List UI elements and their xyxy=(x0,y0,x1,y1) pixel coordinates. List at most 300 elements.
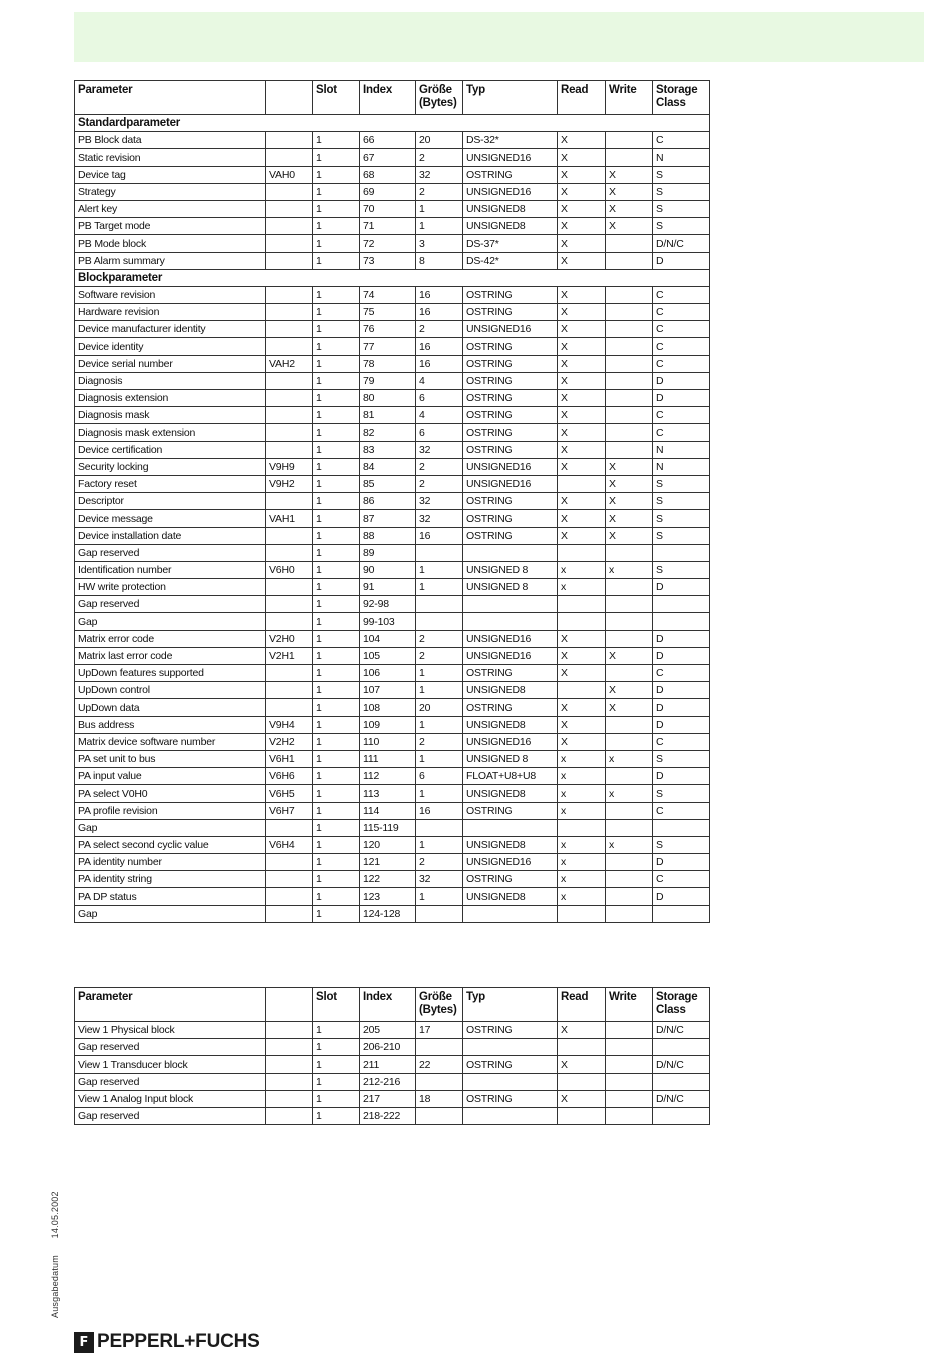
cell-size: 16 xyxy=(416,286,463,303)
cell-size xyxy=(416,1107,463,1124)
cell-parameter: Diagnosis extension xyxy=(75,390,266,407)
cell-type: UNSIGNED16 xyxy=(463,647,558,664)
cell-type: OSTRING xyxy=(463,407,558,424)
cell-storage: D xyxy=(653,630,710,647)
cell-index: 74 xyxy=(360,286,416,303)
cell-write xyxy=(606,544,653,561)
cell-slot: 1 xyxy=(313,596,360,613)
cell-type: UNSIGNED16 xyxy=(463,630,558,647)
cell-index: 88 xyxy=(360,527,416,544)
cell-read: X xyxy=(558,218,606,235)
cell-parameter: View 1 Transducer block xyxy=(75,1056,266,1073)
table-row xyxy=(75,407,710,424)
cell-size: 1 xyxy=(416,561,463,578)
cell-read: X xyxy=(558,372,606,389)
table-row xyxy=(75,235,710,252)
cell-storage: S xyxy=(653,561,710,578)
cell-parameter: PA input value xyxy=(75,768,266,785)
cell-write xyxy=(606,304,653,321)
header-storage: Storage Class xyxy=(653,81,710,115)
cell-storage: S xyxy=(653,527,710,544)
cell-size: 32 xyxy=(416,441,463,458)
cell-code: VAH0 xyxy=(266,166,313,183)
cell-write xyxy=(606,321,653,338)
cell-parameter: PA set unit to bus xyxy=(75,750,266,767)
header-index: Index xyxy=(360,988,416,1022)
cell-storage: C xyxy=(653,338,710,355)
cell-storage xyxy=(653,544,710,561)
cell-index: 121 xyxy=(360,854,416,871)
table-row xyxy=(75,252,710,269)
cell-storage: S xyxy=(653,836,710,853)
cell-parameter: Gap xyxy=(75,613,266,630)
cell-storage xyxy=(653,596,710,613)
cell-code xyxy=(266,441,313,458)
cell-code xyxy=(266,579,313,596)
cell-parameter: Security locking xyxy=(75,458,266,475)
cell-read: X xyxy=(558,304,606,321)
cell-slot: 1 xyxy=(313,802,360,819)
cell-type xyxy=(463,1073,558,1090)
cell-size: 16 xyxy=(416,802,463,819)
cell-parameter: Gap reserved xyxy=(75,1107,266,1124)
cell-write xyxy=(606,613,653,630)
table-row xyxy=(75,854,710,871)
cell-storage: D xyxy=(653,579,710,596)
issue-date-value: 14.05.2002 xyxy=(50,1191,60,1239)
cell-slot: 1 xyxy=(313,1022,360,1039)
cell-read: X xyxy=(558,665,606,682)
table-row xyxy=(75,596,710,613)
cell-parameter: Gap reserved xyxy=(75,596,266,613)
cell-size: 2 xyxy=(416,630,463,647)
cell-slot: 1 xyxy=(313,372,360,389)
cell-index: 86 xyxy=(360,493,416,510)
cell-slot: 1 xyxy=(313,1056,360,1073)
cell-storage: C xyxy=(653,132,710,149)
cell-code: V2H2 xyxy=(266,733,313,750)
cell-write xyxy=(606,390,653,407)
cell-size: 4 xyxy=(416,372,463,389)
cell-write xyxy=(606,355,653,372)
cell-type: OSTRING xyxy=(463,1056,558,1073)
cell-size: 20 xyxy=(416,699,463,716)
cell-slot: 1 xyxy=(313,1090,360,1107)
cell-slot: 1 xyxy=(313,699,360,716)
cell-slot: 1 xyxy=(313,390,360,407)
header-size: Größe (Bytes) xyxy=(416,988,463,1022)
cell-index: 112 xyxy=(360,768,416,785)
cell-type xyxy=(463,1107,558,1124)
cell-write: X xyxy=(606,699,653,716)
cell-type: OSTRING xyxy=(463,493,558,510)
cell-type: OSTRING xyxy=(463,424,558,441)
section-title: Blockparameter xyxy=(75,269,710,286)
cell-read: X xyxy=(558,458,606,475)
cell-read: X xyxy=(558,733,606,750)
logo-text: PEPPERL+FUCHS xyxy=(97,1331,260,1352)
cell-storage: S xyxy=(653,200,710,217)
cell-code: V6H7 xyxy=(266,802,313,819)
cell-size: 2 xyxy=(416,149,463,166)
cell-code: VAH1 xyxy=(266,510,313,527)
cell-code xyxy=(266,665,313,682)
cell-slot: 1 xyxy=(313,475,360,492)
cell-code xyxy=(266,544,313,561)
cell-type: UNSIGNED16 xyxy=(463,475,558,492)
header-code xyxy=(266,81,313,115)
table-row xyxy=(75,424,710,441)
cell-type: OSTRING xyxy=(463,390,558,407)
cell-write xyxy=(606,733,653,750)
cell-storage: C xyxy=(653,304,710,321)
cell-storage: S xyxy=(653,166,710,183)
cell-code: V2H0 xyxy=(266,630,313,647)
cell-type: OSTRING xyxy=(463,871,558,888)
cell-index: 70 xyxy=(360,200,416,217)
cell-size: 1 xyxy=(416,888,463,905)
cell-slot: 1 xyxy=(313,750,360,767)
table-row xyxy=(75,1107,710,1124)
cell-parameter: PA profile revision xyxy=(75,802,266,819)
cell-slot: 1 xyxy=(313,871,360,888)
table-row xyxy=(75,355,710,372)
cell-size: 2 xyxy=(416,647,463,664)
cell-size: 1 xyxy=(416,682,463,699)
cell-storage: C xyxy=(653,407,710,424)
cell-type: UNSIGNED16 xyxy=(463,183,558,200)
cell-code xyxy=(266,819,313,836)
table-row xyxy=(75,441,710,458)
table-row xyxy=(75,218,710,235)
cell-storage: S xyxy=(653,750,710,767)
cell-slot: 1 xyxy=(313,304,360,321)
table-row xyxy=(75,561,710,578)
cell-slot: 1 xyxy=(313,132,360,149)
cell-type: UNSIGNED16 xyxy=(463,733,558,750)
cell-write xyxy=(606,819,653,836)
cell-type: UNSIGNED 8 xyxy=(463,561,558,578)
table-row xyxy=(75,836,710,853)
cell-storage: D xyxy=(653,372,710,389)
cell-code xyxy=(266,235,313,252)
cell-code: VAH2 xyxy=(266,355,313,372)
cell-slot: 1 xyxy=(313,321,360,338)
cell-type: UNSIGNED16 xyxy=(463,854,558,871)
cell-code xyxy=(266,304,313,321)
cell-type: UNSIGNED8 xyxy=(463,218,558,235)
cell-size: 1 xyxy=(416,785,463,802)
cell-index: 92-98 xyxy=(360,596,416,613)
cell-storage: C xyxy=(653,871,710,888)
cell-type: UNSIGNED16 xyxy=(463,321,558,338)
cell-size: 1 xyxy=(416,200,463,217)
header-type: Typ xyxy=(463,988,558,1022)
cell-type xyxy=(463,905,558,922)
cell-storage: S xyxy=(653,785,710,802)
cell-code: V6H4 xyxy=(266,836,313,853)
cell-type xyxy=(463,596,558,613)
cell-type: DS-32* xyxy=(463,132,558,149)
cell-write xyxy=(606,252,653,269)
cell-size: 6 xyxy=(416,424,463,441)
cell-size: 2 xyxy=(416,183,463,200)
table-row xyxy=(75,888,710,905)
cell-size xyxy=(416,1039,463,1056)
cell-slot: 1 xyxy=(313,682,360,699)
header-type: Typ xyxy=(463,81,558,115)
cell-read: X xyxy=(558,630,606,647)
cell-storage: D xyxy=(653,888,710,905)
cell-parameter: Matrix device software number xyxy=(75,733,266,750)
cell-write: x xyxy=(606,750,653,767)
cell-write: X xyxy=(606,200,653,217)
cell-size: 6 xyxy=(416,768,463,785)
cell-index: 105 xyxy=(360,647,416,664)
cell-storage: N xyxy=(653,441,710,458)
cell-code xyxy=(266,200,313,217)
cell-storage: C xyxy=(653,286,710,303)
cell-read: X xyxy=(558,166,606,183)
cell-write: X xyxy=(606,682,653,699)
issue-date-caption: Ausgabedatum xyxy=(50,1255,60,1318)
cell-write xyxy=(606,579,653,596)
cell-write xyxy=(606,1090,653,1107)
cell-slot: 1 xyxy=(313,1107,360,1124)
cell-read: x xyxy=(558,561,606,578)
cell-storage: D xyxy=(653,647,710,664)
cell-index: 111 xyxy=(360,750,416,767)
cell-index: 71 xyxy=(360,218,416,235)
cell-size: 18 xyxy=(416,1090,463,1107)
table-row xyxy=(75,475,710,492)
table-row xyxy=(75,579,710,596)
cell-parameter: Software revision xyxy=(75,286,266,303)
cell-parameter: Static revision xyxy=(75,149,266,166)
cell-write xyxy=(606,1039,653,1056)
cell-index: 109 xyxy=(360,716,416,733)
cell-index: 69 xyxy=(360,183,416,200)
cell-write: X xyxy=(606,183,653,200)
cell-code xyxy=(266,888,313,905)
cell-parameter: Diagnosis mask extension xyxy=(75,424,266,441)
cell-type xyxy=(463,1039,558,1056)
cell-write xyxy=(606,1073,653,1090)
cell-read: X xyxy=(558,716,606,733)
cell-slot: 1 xyxy=(313,647,360,664)
cell-slot: 1 xyxy=(313,888,360,905)
cell-size: 32 xyxy=(416,166,463,183)
cell-slot: 1 xyxy=(313,785,360,802)
cell-storage: S xyxy=(653,475,710,492)
cell-index: 81 xyxy=(360,407,416,424)
cell-parameter: PA select V0H0 xyxy=(75,785,266,802)
cell-write xyxy=(606,1056,653,1073)
cell-storage: C xyxy=(653,321,710,338)
header-index: Index xyxy=(360,81,416,115)
cell-parameter: HW write protection xyxy=(75,579,266,596)
cell-index: 75 xyxy=(360,304,416,321)
cell-write xyxy=(606,235,653,252)
cell-write xyxy=(606,905,653,922)
cell-read: X xyxy=(558,321,606,338)
cell-storage xyxy=(653,905,710,922)
cell-write xyxy=(606,441,653,458)
cell-slot: 1 xyxy=(313,854,360,871)
table-row xyxy=(75,699,710,716)
cell-code: V6H5 xyxy=(266,785,313,802)
cell-type: UNSIGNED8 xyxy=(463,836,558,853)
cell-index: 218-222 xyxy=(360,1107,416,1124)
cell-index: 120 xyxy=(360,836,416,853)
cell-read: X xyxy=(558,527,606,544)
cell-index: 80 xyxy=(360,390,416,407)
cell-type: UNSIGNED16 xyxy=(463,149,558,166)
table-row xyxy=(75,132,710,149)
cell-storage: D xyxy=(653,682,710,699)
cell-storage: D xyxy=(653,716,710,733)
cell-storage: C xyxy=(653,355,710,372)
cell-index: 122 xyxy=(360,871,416,888)
table-row xyxy=(75,630,710,647)
cell-size: 22 xyxy=(416,1056,463,1073)
cell-write xyxy=(606,338,653,355)
cell-read: X xyxy=(558,1056,606,1073)
pepperl-fuchs-logo xyxy=(74,1331,260,1353)
cell-index: 108 xyxy=(360,699,416,716)
cell-index: 107 xyxy=(360,682,416,699)
section-row xyxy=(75,269,710,286)
cell-slot: 1 xyxy=(313,561,360,578)
cell-storage: N xyxy=(653,149,710,166)
cell-parameter: Gap reserved xyxy=(75,1039,266,1056)
view-parameter-table xyxy=(74,987,710,1125)
table-row xyxy=(75,785,710,802)
cell-write xyxy=(606,1107,653,1124)
cell-type: OSTRING xyxy=(463,1022,558,1039)
table-row xyxy=(75,871,710,888)
cell-read: X xyxy=(558,510,606,527)
cell-code xyxy=(266,699,313,716)
table-row xyxy=(75,665,710,682)
header-slot: Slot xyxy=(313,81,360,115)
cell-index: 90 xyxy=(360,561,416,578)
cell-parameter: Device message xyxy=(75,510,266,527)
cell-read: X xyxy=(558,441,606,458)
cell-code: V9H4 xyxy=(266,716,313,733)
table-row xyxy=(75,802,710,819)
cell-type: OSTRING xyxy=(463,699,558,716)
cell-write xyxy=(606,854,653,871)
cell-type: UNSIGNED 8 xyxy=(463,750,558,767)
cell-index: 206-210 xyxy=(360,1039,416,1056)
cell-type: OSTRING xyxy=(463,802,558,819)
cell-size: 17 xyxy=(416,1022,463,1039)
cell-write xyxy=(606,802,653,819)
cell-code xyxy=(266,321,313,338)
cell-code xyxy=(266,132,313,149)
cell-storage: C xyxy=(653,424,710,441)
cell-parameter: Device installation date xyxy=(75,527,266,544)
cell-slot: 1 xyxy=(313,493,360,510)
cell-size: 1 xyxy=(416,716,463,733)
header-banner xyxy=(74,12,924,62)
cell-read xyxy=(558,1039,606,1056)
table-header-row xyxy=(75,988,710,1022)
cell-write xyxy=(606,716,653,733)
cell-code: V2H1 xyxy=(266,647,313,664)
cell-storage: D xyxy=(653,768,710,785)
cell-parameter: View 1 Analog Input block xyxy=(75,1090,266,1107)
cell-index: 99-103 xyxy=(360,613,416,630)
table-row xyxy=(75,1022,710,1039)
table-row xyxy=(75,1056,710,1073)
cell-size: 1 xyxy=(416,218,463,235)
cell-read: X xyxy=(558,1022,606,1039)
cell-write xyxy=(606,132,653,149)
cell-code xyxy=(266,1107,313,1124)
cell-storage: S xyxy=(653,218,710,235)
table-row xyxy=(75,768,710,785)
cell-type: OSTRING xyxy=(463,665,558,682)
table-row xyxy=(75,527,710,544)
cell-code xyxy=(266,1039,313,1056)
table-row xyxy=(75,338,710,355)
cell-type: OSTRING xyxy=(463,304,558,321)
cell-parameter: Strategy xyxy=(75,183,266,200)
cell-parameter: PA identity number xyxy=(75,854,266,871)
cell-read: X xyxy=(558,286,606,303)
cell-storage: D/N/C xyxy=(653,1022,710,1039)
cell-storage: D xyxy=(653,252,710,269)
cell-write: X xyxy=(606,166,653,183)
cell-size: 1 xyxy=(416,836,463,853)
table-row xyxy=(75,1090,710,1107)
cell-size: 2 xyxy=(416,854,463,871)
cell-read: x xyxy=(558,888,606,905)
cell-write: X xyxy=(606,493,653,510)
cell-index: 83 xyxy=(360,441,416,458)
cell-size: 4 xyxy=(416,407,463,424)
cell-slot: 1 xyxy=(313,579,360,596)
cell-read: x xyxy=(558,579,606,596)
section-title: Standardparameter xyxy=(75,115,710,132)
header-write: Write xyxy=(606,988,653,1022)
cell-size xyxy=(416,905,463,922)
cell-slot: 1 xyxy=(313,819,360,836)
header-parameter: Parameter xyxy=(75,988,266,1022)
cell-code xyxy=(266,613,313,630)
table-row xyxy=(75,390,710,407)
cell-size: 20 xyxy=(416,132,463,149)
table-row xyxy=(75,682,710,699)
cell-write xyxy=(606,424,653,441)
cell-size xyxy=(416,1073,463,1090)
cell-parameter: Matrix last error code xyxy=(75,647,266,664)
cell-write xyxy=(606,768,653,785)
cell-write xyxy=(606,871,653,888)
cell-type: OSTRING xyxy=(463,527,558,544)
cell-size: 16 xyxy=(416,527,463,544)
cell-parameter: Device tag xyxy=(75,166,266,183)
cell-read: x xyxy=(558,871,606,888)
cell-parameter: Gap reserved xyxy=(75,1073,266,1090)
cell-write: x xyxy=(606,785,653,802)
cell-parameter: Bus address xyxy=(75,716,266,733)
cell-index: 110 xyxy=(360,733,416,750)
cell-size: 32 xyxy=(416,493,463,510)
table-row xyxy=(75,200,710,217)
